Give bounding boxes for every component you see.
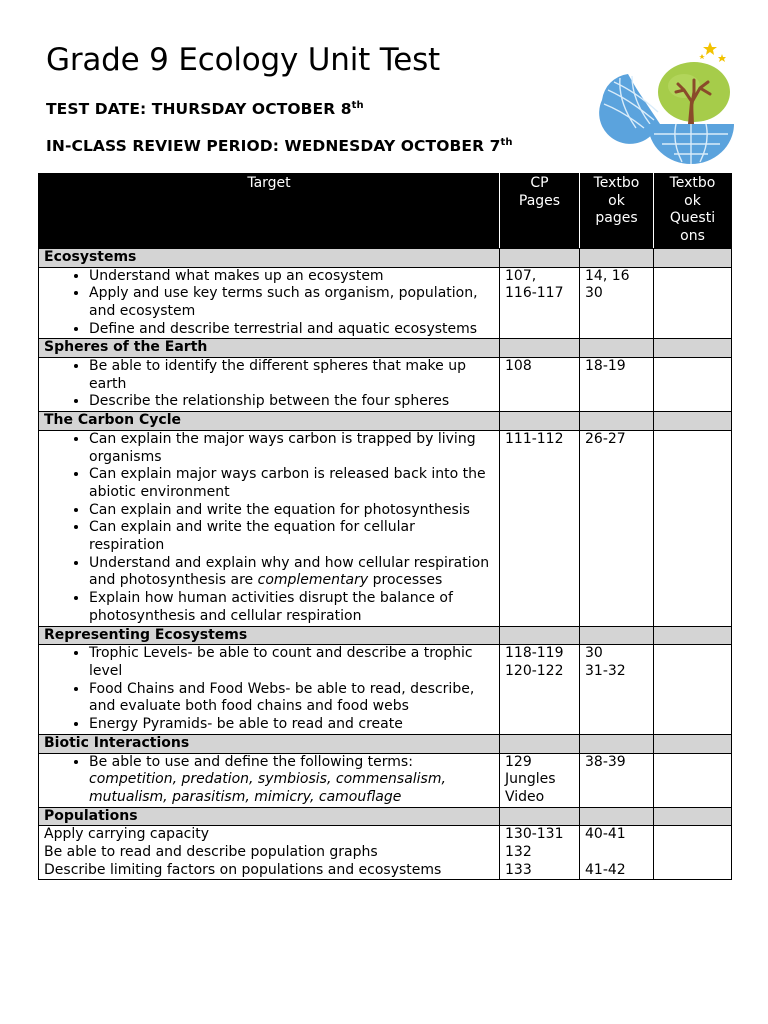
- cp-pages-cell: 130-131 132 133: [500, 826, 580, 880]
- textbook-questions-cell: [654, 645, 732, 735]
- list-item: • Can explain the major ways carbon is trapped by living organisms: [89, 431, 494, 466]
- section-row: [39, 248, 732, 267]
- list-item: • Describe the relationship between the four spheres: [89, 393, 494, 411]
- target-cell: [39, 753, 500, 807]
- list-item: • Be able to identify the different spheres that make up earth: [89, 358, 494, 393]
- textbook-questions-cell: [654, 753, 732, 807]
- col-textbook-pages: Textbo ok pages: [580, 174, 654, 249]
- review-period: [46, 137, 513, 155]
- list-item: • Understand what makes up an ecosystem: [89, 268, 494, 286]
- list-item-text: Be able to use and define the following terms:: [89, 753, 413, 770]
- textbook-questions-cell: [654, 358, 732, 412]
- ecology-globe-tree-logo: [598, 38, 736, 166]
- review-period-suffix: th: [500, 137, 513, 148]
- review-period-text: IN-CLASS REVIEW PERIOD: WEDNESDAY OCTOBER 7: [46, 137, 501, 155]
- cp-pages-cell: 107, 116-117: [500, 267, 580, 339]
- table-row: [39, 267, 732, 339]
- textbook-pages-cell: 40-41 41-42: [580, 826, 654, 880]
- table-row: [39, 430, 732, 626]
- globe-bottom-half-icon: [648, 124, 734, 164]
- list-item-text-end: processes: [372, 572, 443, 589]
- test-date-suffix: th: [351, 100, 364, 111]
- section-row: [39, 626, 732, 645]
- list-item: • Can explain and write the equation for photosynthesis: [89, 502, 494, 520]
- col-target: Target: [39, 174, 500, 249]
- target-list: [44, 431, 494, 626]
- col-cp-pages: CP Pages: [500, 174, 580, 249]
- star-sparkles-icon: [699, 42, 726, 62]
- targets-table: [38, 173, 732, 880]
- section-row: [39, 807, 732, 826]
- list-item: [89, 754, 494, 807]
- col-textbook-questions: Textbo ok Questi ons: [654, 174, 732, 249]
- target-list: [44, 754, 494, 807]
- target-cell: [39, 358, 500, 412]
- textbook-questions-cell: [654, 430, 732, 626]
- page-title: Grade 9 Ecology Unit Test: [46, 42, 441, 78]
- cp-pages-cell: 111-112: [500, 430, 580, 626]
- test-date-text: TEST DATE: THURSDAY OCTOBER 8: [46, 100, 352, 118]
- section-title: Biotic Interactions: [39, 734, 500, 753]
- list-item: • Can explain major ways carbon is released back into the abiotic environment: [89, 466, 494, 501]
- section-row: [39, 339, 732, 358]
- test-date: [46, 100, 364, 118]
- list-item: • Food Chains and Food Webs- be able to read, describe, and evaluate both food chains and food webs: [89, 681, 494, 716]
- target-cell: [39, 645, 500, 735]
- cp-pages-cell: 108: [500, 358, 580, 412]
- list-item: • Define and describe terrestrial and aquatic ecosystems: [89, 321, 494, 339]
- list-item-text: Understand and explain why and how cellular respiration and photosynthesis are: [89, 554, 490, 589]
- textbook-questions-cell: [654, 267, 732, 339]
- table-row: [39, 645, 732, 735]
- target-list: [44, 645, 494, 734]
- terms-list: competition, predation, symbiosis, commensalism, mutualism, parasitism, mimicry, camouflage: [89, 771, 446, 805]
- target-cell: [39, 267, 500, 339]
- target-cell: Apply carrying capacity Be able to read and describe population graphs Describe limiting factors on populations and ecosystems: [39, 826, 500, 880]
- section-title: Representing Ecosystems: [39, 626, 500, 645]
- textbook-pages-cell: 18-19: [580, 358, 654, 412]
- list-item: [89, 555, 494, 590]
- section-title: Populations: [39, 807, 500, 826]
- list-item: • Trophic Levels- be able to count and describe a trophic level: [89, 645, 494, 680]
- table-row: [39, 753, 732, 807]
- textbook-pages-cell: 26-27: [580, 430, 654, 626]
- target-cell: [39, 430, 500, 626]
- list-item: • Can explain and write the equation for cellular respiration: [89, 519, 494, 554]
- textbook-pages-cell: 30 31-32: [580, 645, 654, 735]
- list-item: • Explain how human activities disrupt the balance of photosynthesis and cellular respiration: [89, 590, 494, 625]
- section-title: Spheres of the Earth: [39, 339, 500, 358]
- section-title: Ecosystems: [39, 248, 500, 267]
- section-title: The Carbon Cycle: [39, 412, 500, 431]
- table-row: [39, 358, 732, 412]
- list-item: • Energy Pyramids- be able to read and create: [89, 716, 494, 734]
- textbook-questions-cell: [654, 826, 732, 880]
- list-item: • Apply and use key terms such as organism, population, and ecosystem: [89, 285, 494, 320]
- cp-pages-cell: 129 Jungles Video: [500, 753, 580, 807]
- table-row: [39, 826, 732, 880]
- emphasis-word: complementary: [257, 572, 369, 589]
- target-list: [44, 268, 494, 339]
- textbook-pages-cell: 14, 16 30: [580, 267, 654, 339]
- target-list: [44, 358, 494, 411]
- tree-icon: [658, 62, 730, 124]
- table-header-row: [39, 174, 732, 249]
- cp-pages-cell: 118-119 120-122: [500, 645, 580, 735]
- section-row: [39, 412, 732, 431]
- textbook-pages-cell: 38-39: [580, 753, 654, 807]
- section-row: [39, 734, 732, 753]
